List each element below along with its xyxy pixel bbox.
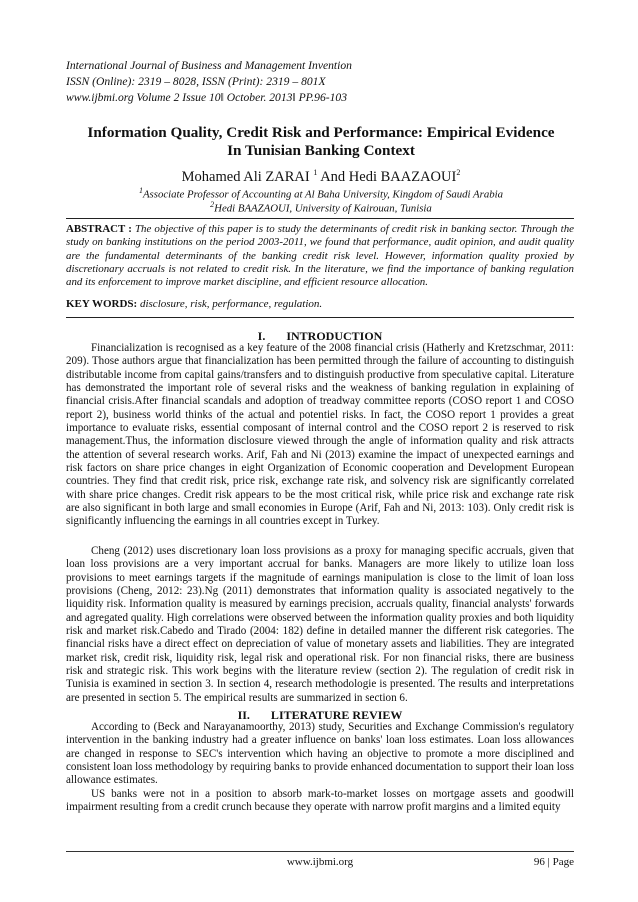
author-2-sup: 2 xyxy=(456,168,461,177)
affiliation-1-sup: 1 xyxy=(138,186,143,195)
abstract-text: The objective of this paper is to study the determinants of credit risk in banking sector. Through the study on banking institutions on the period 2003-2011, we found that performance, audit opinion, and audit quality are the fundamental determinants of the banking credit risk level. However, information quality proxied by discretionary accruals is not related to credit risk. In the literature, we find the importance of banking regulation and its enforcement to improve market discipline, and efficient resource allocation. xyxy=(66,223,574,289)
abstract xyxy=(66,223,574,290)
page-number: 96 | Page xyxy=(533,856,574,868)
journal-header xyxy=(66,58,566,106)
title-line-2: In Tunisian Banking Context xyxy=(227,142,415,159)
affiliation-2 xyxy=(66,198,576,216)
footer-rule xyxy=(66,851,574,852)
section-1-heading: I. INTRODUCTION xyxy=(257,329,383,343)
author-line xyxy=(66,164,576,186)
literature-paragraph-2: US banks were not in a position to absorb mark-to-market losses on mortgage assets and goodwill impairment resulting from a credit crunch because they operate with narrow profit margins and a limited equity xyxy=(66,788,574,814)
journal-issn: ISSN (Online): 2319 – 8028, ISSN (Print): 2319 – 801X xyxy=(66,75,326,88)
page-footer xyxy=(66,854,574,868)
author-2: Hedi BAAZAOUI xyxy=(348,168,457,185)
affiliation-2-sup: 2 xyxy=(210,200,215,209)
author-and: And xyxy=(320,168,346,185)
footer-url: www.ijbmi.org xyxy=(286,856,354,868)
keywords-bottom-rule xyxy=(66,317,574,318)
keywords-text: disclosure, risk, performance, regulation. xyxy=(139,298,323,310)
section-2-heading: II. LITERATURE REVIEW xyxy=(237,708,403,722)
affiliation-1-text: Associate Professor of Accounting at Al Baha University, Kingdom of Saudi Arabia xyxy=(142,188,504,201)
abstract-top-rule xyxy=(66,218,574,219)
abstract-label: ABSTRACT : xyxy=(66,223,132,235)
literature-paragraph-1: According to (Beck and Narayanamoorthy, 2013) study, Securities and Exchange Commission's regulatory intervention in the banking industry had a greater influence on banks' loan loss estimates. Loan loss allowances are changed in response to SEC's intervention which having an objective to promote a more disciplined and consistent loan loss methodology by requiring banks to provide enhanced documentation to support their loan loss allowance estimates. xyxy=(66,721,574,787)
author-1-sup: 1 xyxy=(313,168,318,177)
affiliation-2-text: Hedi BAAZAOUI, University of Kairouan, Tunisia xyxy=(214,202,432,215)
keywords-label: KEY WORDS: xyxy=(66,298,138,310)
journal-name: International Journal of Business and Management Invention xyxy=(66,59,352,72)
paper-title xyxy=(66,124,576,160)
author-1: Mohamed Ali ZARAI xyxy=(181,168,310,185)
keywords xyxy=(66,298,574,311)
introduction-paragraph-1: Financialization is recognised as a key feature of the 2008 financial crisis (Hatherly and Kretzschmar, 2011: 209). Those authors argue that financialization has been permitted through the failure of accounting to distinguish distributable income from capital gains/transfers and to distinguish productive from speculative capital. Literature has demonstrated the important role of several risks and the weakness of banking regulation in explaining of financial crisis.After financial scandals and adoption of treadway committee reports (COSO report 1 and COSO report 2), business world thinks of the actual and potentiel risks. In fact, the COSO report 1 provides a great importance to evaluate risks, essential composant of internal control and the COSO report 2 is reserved to risk management.Thus, the information disclosure viewed through the angle of information quality and risk attracts the attention of several research works. Arif, Fah and Ni (2013) examine the impact of unexpected earnings and risk factors on share price changes in eight Organization of Economic cooperation and Development European countries. They find that credit risk, price risk, exchange rate risk, and solvency risk are significantly correlated with share price changes. Credit risk appears to be the most critical risk, while price risk and exchange rate risk are also significant in both large and small economies in Europe (Arif, Fah and Ni, 2013: 103). Only credit risk is significantly influencing the earnings in all countries except in Turkey. xyxy=(66,342,574,528)
journal-issue: www.ijbmi.org Volume 2 Issue 10ǁ October. 2013ǁ PP.96-103 xyxy=(66,91,347,104)
introduction-paragraph-2: Cheng (2012) uses discretionary loan loss provisions as a proxy for managing specific accruals, given that loan loss provisions are a very important accrual for banks. Managers are more likely to utilize loan loss provisions to meet earnings targets if the magnitude of earnings manipulation is close to the limit of loan loss provisions (Cheng, 2012: 23).Ng (2011) demonstrates that information quality is associated negatively to the liquidity risk. Information quality is measured by earnings precision, accruals quality, financial analysts' forwards and agregated quality. High correlations were observed between the information quality proxies and both liquidity risk and market risk.Cabedo and Tirado (2004: 182) define in detailed manner the different risk categories. The financial risks have a direct effect on depreciation of value of monetary assets and liabilities. They are integrated market risk, credit risk, liquidity risk, legal risk and operational risk. For non financial risks, there are business risk and strategic risk. This work begins with the literature review (section 2). The regulation of credit risk in Tunisia is examined in section 3. In section 4, research methodologie is presented. The results and interpretations are presented in section 5. The empirical results are summarized in section 6. xyxy=(66,545,574,704)
title-line-1: Information Quality, Credit Risk and Performance: Empirical Evidence xyxy=(87,124,555,141)
